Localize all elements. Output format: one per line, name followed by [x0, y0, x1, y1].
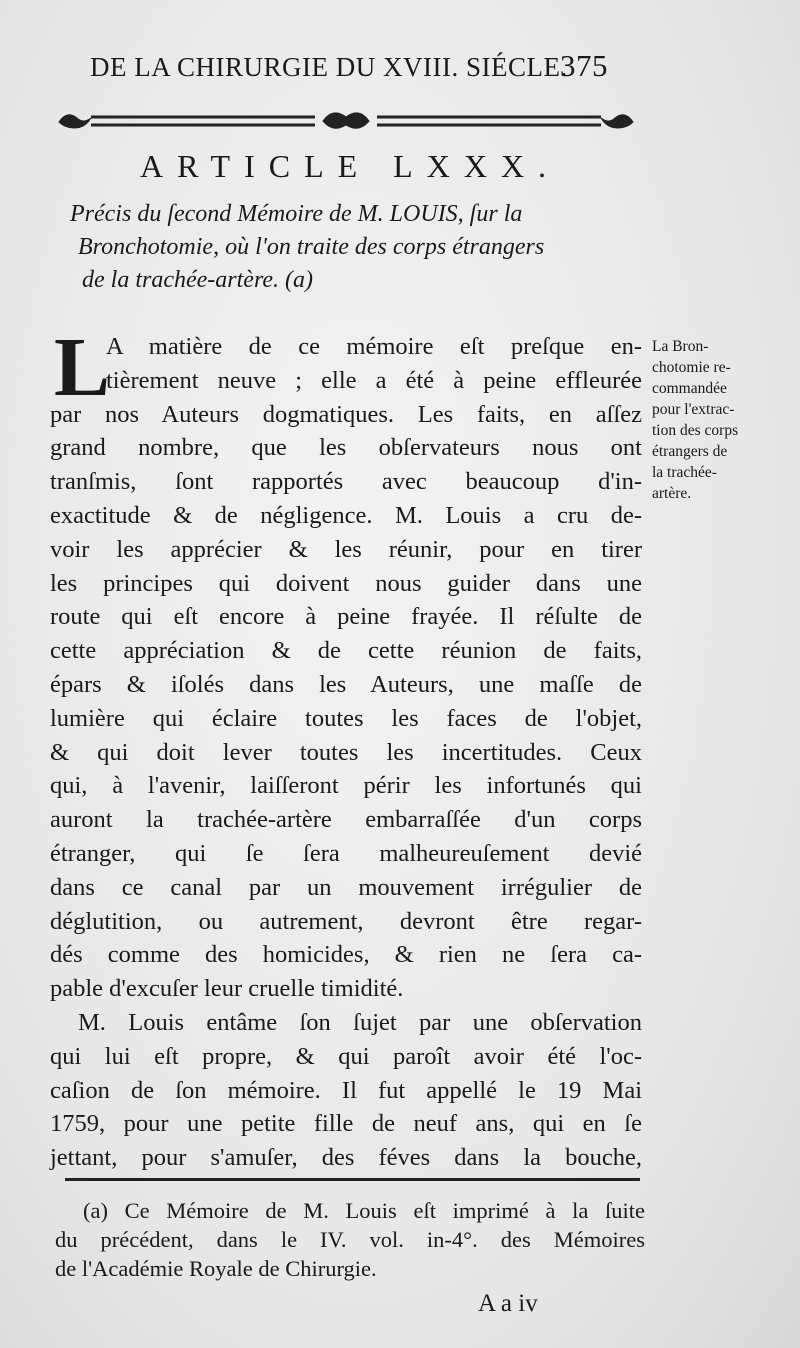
- body-line: par nos Auteurs dogmatiques. Les faits, en aſſez: [50, 400, 642, 428]
- margin-note-line: La Bron-: [652, 338, 709, 355]
- body-line: les principes qui doivent nous guider dans une: [50, 569, 642, 597]
- body-line: lumière qui éclaire toutes les faces de l'objet,: [50, 704, 642, 732]
- body-line: tièrement neuve ; elle a été à peine effleurée: [106, 366, 642, 394]
- body-line: qui lui eſt propre, & qui paroît avoir été l'oc-: [50, 1042, 642, 1070]
- page-number: 375: [560, 48, 608, 83]
- body-line: M. Louis entâme ſon ſujet par une obſervation: [78, 1008, 642, 1036]
- margin-note-line: artère.: [652, 485, 692, 502]
- body-text: [50, 330, 642, 1175]
- body-line: pable d'excuſer leur cruelle timidité.: [50, 975, 404, 1003]
- body-line: auront la trachée-artère embarraſſée d'un corps: [50, 806, 642, 834]
- article-heading: ARTICLE LXXX.: [140, 148, 561, 184]
- body-line: épars & iſolés dans les Auteurs, une maſſe de: [50, 670, 642, 698]
- body-line: exactitude & de négligence. M. Louis a cru de-: [50, 501, 642, 529]
- margin-note-line: la trachée-: [652, 464, 717, 481]
- body-line: étranger, qui ſe ſera malheureuſement devié: [50, 839, 642, 867]
- running-head-title: DE LA CHIRURGIE DU XVIII. SIÉCLE.: [90, 52, 568, 82]
- subtitle-line: Précis du ſecond Mémoire de M. LOUIS, ſur la: [70, 201, 523, 227]
- drop-cap: L: [54, 321, 111, 414]
- body-line: qui, à l'avenir, laiſſeront périr les infortunés qui: [50, 772, 642, 800]
- body-line: route qui eſt encore à peine frayée. Il réſulte de: [50, 603, 642, 631]
- margin-note-line: chotomie re-: [652, 359, 731, 376]
- body-line: & qui doit lever toutes les incertitudes. Ceux: [50, 738, 642, 766]
- body-line: tranſmis, ſont rapportés avec beaucoup d'in-: [50, 468, 642, 496]
- body-line: jettant, pour s'amuſer, des féves dans la bouche,: [50, 1144, 642, 1172]
- margin-note-line: tion des corps: [652, 422, 739, 439]
- subtitle-line: Bronchotomie, où l'on traite des corps étrangers: [78, 234, 545, 260]
- body-line: caſion de ſon mémoire. Il fut appellé le 19 Mai: [50, 1076, 642, 1104]
- body-line: grand nombre, que les obſervateurs nous ont: [50, 434, 642, 462]
- subtitle-line: de la trachée-artère. (a): [82, 267, 314, 293]
- body-line: dans ce canal par un mouvement irrégulier de: [50, 873, 642, 901]
- body-line: dés comme des homicides, & rien ne ſera ca-: [50, 941, 642, 969]
- body-line: 1759, pour une petite fille de neuf ans, qui en ſe: [50, 1110, 642, 1138]
- footnote: [55, 1196, 645, 1283]
- body-line: déglutition, ou autrement, devront être regar-: [50, 907, 642, 935]
- body-line: voir les apprécier & les réunir, pour en tirer: [50, 535, 642, 563]
- body-line: cette appréciation & de cette réunion de faits,: [50, 637, 642, 665]
- footnote-line: de l'Académie Royale de Chirurgie.: [55, 1256, 377, 1281]
- ornamental-rule: [55, 104, 637, 140]
- footnote-rule: [65, 1178, 640, 1181]
- signature-mark: A a iv: [478, 1290, 538, 1317]
- article-subtitle: [70, 198, 650, 297]
- body-line: A matière de ce mémoire eſt preſque en-: [106, 333, 642, 360]
- margin-note: [652, 336, 772, 504]
- margin-note-line: étrangers de: [652, 443, 728, 460]
- footnote-line: (a) Ce Mémoire de M. Louis eſt imprimé à la ſuite: [83, 1198, 645, 1223]
- margin-note-line: pour l'extrac-: [652, 401, 735, 418]
- margin-note-line: commandée: [652, 380, 727, 397]
- footnote-line: du précédent, dans le IV. vol. in-4°. des Mémoires: [55, 1227, 645, 1252]
